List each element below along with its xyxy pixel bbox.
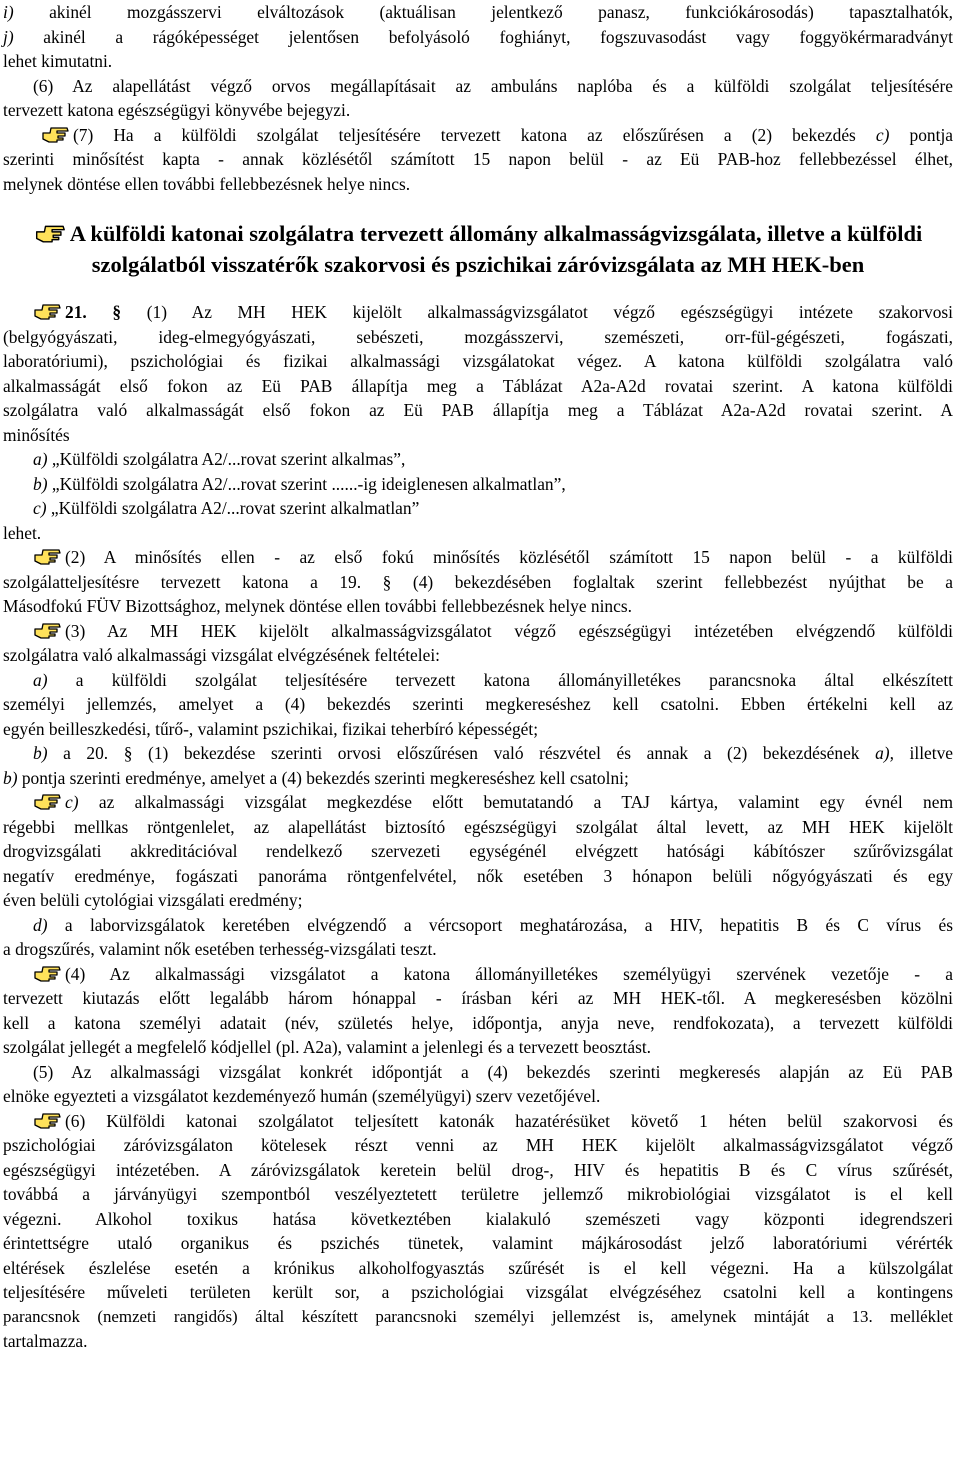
text-line: éven belüli cytológiai vizsgálati eredmény;: [3, 890, 303, 910]
text: c): [875, 124, 890, 145]
text-line: (belgyógyászati, ideg-elmegyógyászati, sebészeti, mozgásszervi, szemészeti, orr-fül-gégészeti, fogászati,: [3, 326, 953, 347]
pointing-hand-icon: [33, 1110, 63, 1130]
text-line: pszichológiai záróvizsgálaton kötelesek részt venni az MH HEK kijelölt alkalmasságvizsgálatot végző: [3, 1135, 953, 1155]
item-text: akinél mozgásszervi elváltozások (aktuálisan jelentkező panasz, funkciókárosodás) tapasztalhatók,: [13, 2, 953, 22]
text-line: parancsnok (nemzeti rangidős) által készített parancsnoki személyi jellemzést is, amelynek mintáját a 13. melléklet: [3, 1306, 953, 1326]
section-heading: [3, 218, 953, 280]
text: (1) Az MH HEK kijelölt alkalmasságvizsgálatot végző egészségügyi intézete szakorvosi: [146, 302, 953, 322]
text-line: laboratóriumi), pszichológiai és fizikai alkalmassági vizsgálatokat végez. A katona külföldi szolgálatra való: [3, 351, 953, 371]
text: illetve: [893, 743, 953, 763]
text-line: egyén beilleszkedési, tűrő-, valamint pszichikai, fizikai teherbíró képességét;: [3, 718, 539, 739]
text-line: végezni. Alkohol toxikus hatása következtében kialakuló szemészeti vagy központi idegrendszeri: [3, 1208, 953, 1229]
paragraph-6: [3, 74, 953, 123]
pointing-hand-icon: [33, 791, 63, 811]
text: a 20. § (1) bekezdése szerinti orvosi előszűrésen való részvétel és annak a (2) bekezdésének: [47, 743, 876, 763]
text-line: személyi jellemzés, amelyet a (4) bekezdés szerinti megkereséshez kell csatolni. Ebben értékelni kell az: [3, 694, 953, 714]
option-text: „Külföldi szolgálatra A2/...rovat szerint alkalmatlan”: [46, 498, 420, 518]
item-letter: a): [33, 669, 48, 690]
paragraph-5: [3, 1060, 953, 1109]
pointing-hand-icon: [33, 963, 63, 983]
paragraph-6-closing-exam: [3, 1109, 953, 1354]
pointing-hand-icon: [34, 222, 68, 244]
option-letter: b): [33, 473, 48, 494]
text-line: alkalmasságát első fokon az Eü PAB állapítja meg a Táblázat A2a-A2d rovatai szerint. A katona külföldi: [3, 375, 953, 396]
text-line: egészségügyi intézetében. A záróvizsgálatok keretein belül drog-, HIV és hepatitis B és C vírus szűrését,: [3, 1159, 953, 1180]
text: (6) Külföldi katonai szolgálatot teljesített katonák hazatérésüket követő 1 héten belül szakorvosi és: [65, 1110, 953, 1131]
text: (4) Az alkalmassági vizsgálatot a katona állományilletékes személyügyi szervének vezetője - a: [65, 963, 953, 984]
text-line: (6) Az alapellátást végző orvos megállapításait az ambuláns naplóba és a külföldi szolgálat teljesítésére: [33, 75, 953, 96]
text-line: szolgálat jellegét a megfelelő kódjellel (pl. A2a), valamint a jelenlegi és a tervezett beosztást.: [3, 1037, 652, 1057]
text: (3) Az MH HEK kijelölt alkalmasságvizsgálatot végző egészségügyi intézetében elvégzendő külföldi: [65, 620, 953, 641]
text-line: szerinti minősítést kapta - annak közlésétől számított 15 napon belül - az Eü PAB-hoz fellebbezéssel élhet,: [3, 149, 953, 169]
paragraph-4: [3, 962, 953, 1060]
item-letter: i): [3, 2, 14, 22]
list-item-i: [3, 0, 953, 25]
text-line: továbbá a járványügyi szempontból veszélyeztetett területre jellemző mikrobiológiai vizsgálatot is el kell: [3, 1184, 953, 1204]
text-line: kell a katona személyi adatait (név, születés helye, időpontja, anyja neve, rendfokozata), a tervezett külföldi: [3, 1012, 953, 1033]
text-line: tervezett katona egészségügyi könyvébe bejegyzi.: [3, 100, 351, 120]
option-letter: c): [33, 498, 47, 518]
text: az alkalmassági vizsgálat megkezdése előtt bemutatandó a TAJ kártya, valamint egy évnél nem: [78, 792, 953, 812]
text: a laborvizsgálatok keretében elvégzendő a vércsoport meghatározása, a HIV, hepatitis B és C vírus és: [47, 914, 953, 935]
paragraph-3: [3, 619, 953, 962]
item-text: lehet kimutatni.: [3, 51, 113, 71]
pointing-hand-icon: [41, 124, 71, 144]
text-line: Másodfokú FÜV Bizottsághoz, melynek döntése ellen további fellebbezésnek helye nincs.: [3, 596, 632, 616]
item-letter: j): [3, 26, 14, 47]
text-line: szolgálatra való alkalmassági vizsgálat elvégzésének feltételei:: [3, 645, 440, 665]
text-line: régebbi mellkas röntgenlelet, az alapellátást biztosító egészségügyi szolgálat által levett, az MH HEK kijelölt: [3, 816, 953, 837]
text-line: lehet.: [3, 522, 42, 543]
paragraph-2: [3, 545, 953, 619]
text-line: eltérések észlelése esetén a krónikus alkoholfogyasztás szűrését is el kell végezni. Ha a külszolgálat: [3, 1257, 953, 1278]
text-line: melynek döntése ellen további fellebbezésnek helye nincs.: [3, 173, 411, 194]
text: pontja szerinti eredménye, amelyet a (4) bekezdés szerinti megkereséshez kell csatolni;: [17, 767, 629, 788]
paragraph-7: [3, 123, 953, 197]
pointing-hand-icon: [33, 546, 63, 566]
pointing-hand-icon: [33, 301, 63, 321]
item-letter: b): [33, 743, 48, 763]
item-text: akinél a rágóképességet jelentősen befolyásoló foghiányt, fogszuvasodást vagy foggyökérmaradványt: [13, 26, 953, 47]
list-item-j: [3, 25, 953, 74]
item-letter: d): [33, 914, 48, 935]
option-text: „Külföldi szolgálatra A2/...rovat szerint alkalmas”,: [47, 449, 406, 469]
text-line: szolgálatra való alkalmasságát első fokon az Eü PAB állapítja meg a Táblázat A2a-A2d rovatai szerint. A: [3, 400, 953, 420]
text: pontja: [889, 124, 953, 145]
text-line: teljesítésére műveleti területen került sor, a pszichológiai vizsgálat elvégzéséhez csatolni kell a kontingens: [3, 1282, 953, 1302]
text: a),: [875, 743, 894, 763]
text-line: a drogszűrés, valamint nők esetében terhesség-vizsgálati teszt.: [3, 939, 437, 959]
text: (7) Ha a külföldi szolgálat teljesítésére tervezett katona az előszűrésen a (2) bekezdés: [73, 124, 876, 145]
text-line: tartalmazza.: [3, 1331, 88, 1351]
option-letter: a): [33, 449, 48, 469]
item-letter: c): [65, 792, 79, 812]
text: b): [3, 767, 18, 788]
heading-text: A külföldi katonai szolgálatra tervezett állomány alkalmasságvizsgálata, illetve a külföldi szolgálatból visszatérők szakorvosi és pszichikai záróvizsgálata az MH HEK-ben: [69, 221, 923, 277]
text: (2) A minősítés ellen - az első fokú minősítés közlésétől számított 15 napon belül - a külföldi: [65, 547, 953, 567]
text-line: (5) Az alkalmassági vizsgálat konkrét időpontját a (4) bekezdés szerinti megkeresés alapján az Eü PAB: [33, 1061, 953, 1082]
section-21: [3, 300, 953, 545]
text-line: szolgálatteljesítésre tervezett katona a 19. § (4) bekezdésében foglaltak szerint fellebbezést nyújthat be a: [3, 571, 953, 592]
document-page: [3, 0, 953, 1354]
text-line: drogvizsgálati akkreditációval rendelkező szervezeti egységénél elvégzett hatósági kábítószer szűrővizsgálat: [3, 841, 953, 861]
text-line: minősítés: [3, 424, 70, 445]
text-line: elnöke egyezteti a vizsgálatot kezdeményező humán (személyügyi) szerv vezetőjével.: [3, 1086, 601, 1106]
text-line: érintettségre utaló organikus és pszichés tünetek, valamint májkárosodást jelző laboratóriumi vérérték: [3, 1233, 953, 1253]
section-number: 21. §: [65, 302, 122, 322]
text: a külföldi szolgálat teljesítésére tervezett katona állományilletékes parancsnoka által elkészített: [47, 669, 953, 690]
text-line: negatív eredménye, fogászati panoráma röntgenfelvétel, nők esetében 3 hónapon belüli nőgyógyászati és egy: [3, 865, 953, 886]
option-text: „Külföldi szolgálatra A2/...rovat szerint ......-ig ideiglenesen alkalmatlan”,: [47, 473, 566, 494]
pointing-hand-icon: [33, 620, 63, 640]
text-line: tervezett kiutazás előtt legalább három hónappal - írásban kéri az MH HEK-től. A megkeresésben közölni: [3, 988, 953, 1008]
